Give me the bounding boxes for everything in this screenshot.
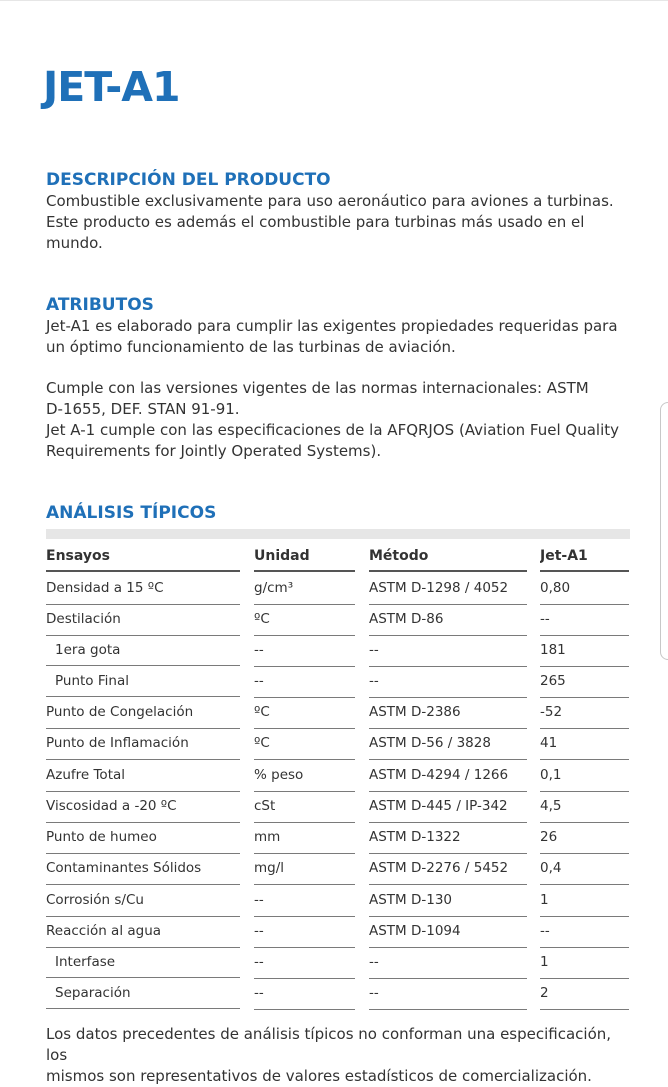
description-text (46, 191, 636, 254)
attributes-line: Jet A-1 cumple con las especificaciones de la AFQRJOS (Aviation Fuel Quality (46, 421, 619, 439)
cell-unidad: ºC (254, 604, 355, 636)
cell-valor: -52 (540, 697, 629, 729)
cell-unidad: -- (254, 947, 355, 979)
cell-metodo: -- (369, 666, 527, 698)
cell-metodo: -- (369, 978, 527, 1010)
cell-valor: -- (540, 604, 629, 636)
footnote-line: Los datos precedentes de análisis típicos no conforman una especificación, los (46, 1025, 612, 1064)
cell-unidad: g/cm³ (254, 573, 355, 605)
attributes-paragraph-1 (46, 316, 636, 358)
cell-unidad: mm (254, 822, 355, 854)
cell-metodo: ASTM D-1298 / 4052 (369, 573, 527, 605)
cell-metodo: ASTM D-130 (369, 885, 527, 917)
attributes-line: Jet-A1 es elaborado para cumplir las exigentes propiedades requeridas para (46, 317, 618, 335)
cell-valor: 0,1 (540, 760, 629, 792)
cell-ensayo: Contaminantes Sólidos (46, 853, 240, 885)
side-panel-handle[interactable] (660, 402, 668, 660)
cell-valor: 181 (540, 635, 629, 667)
cell-metodo: ASTM D-2276 / 5452 (369, 853, 527, 885)
cell-valor: 265 (540, 666, 629, 698)
attributes-line: Cumple con las versiones vigentes de las normas internacionales: ASTM (46, 379, 589, 397)
page-title: JET-A1 (43, 63, 180, 111)
column-header-metodo: Método (369, 541, 527, 572)
cell-ensayo: Punto de humeo (46, 822, 240, 854)
cell-ensayo: Punto de Inflamación (46, 728, 240, 760)
cell-valor: 0,4 (540, 853, 629, 885)
cell-unidad: -- (254, 885, 355, 917)
cell-ensayo: Punto de Congelación (46, 697, 240, 729)
cell-ensayo: 1era gota (46, 635, 240, 666)
description-line: Combustible exclusivamente para uso aeronáutico para aviones a turbinas. (46, 192, 614, 210)
cell-metodo: ASTM D-1094 (369, 916, 527, 948)
cell-unidad: -- (254, 916, 355, 948)
cell-ensayo: Reacción al agua (46, 916, 240, 948)
column-header-ensayos: Ensayos (46, 541, 240, 572)
cell-valor: -- (540, 916, 629, 948)
attributes-line: D-1655, DEF. STAN 91-91. (46, 400, 240, 418)
cell-unidad: -- (254, 666, 355, 698)
column-header-jet-a1: Jet-A1 (540, 541, 629, 572)
cell-metodo: ASTM D-4294 / 1266 (369, 760, 527, 792)
cell-ensayo: Azufre Total (46, 760, 240, 792)
cell-unidad: cSt (254, 791, 355, 823)
cell-unidad: % peso (254, 760, 355, 792)
cell-metodo: ASTM D-1322 (369, 822, 527, 854)
column-header-unidad: Unidad (254, 541, 355, 572)
cell-valor: 41 (540, 728, 629, 760)
cell-metodo: -- (369, 947, 527, 979)
table-top-bar (46, 529, 630, 539)
cell-valor: 1 (540, 947, 629, 979)
cell-metodo: ASTM D-2386 (369, 697, 527, 729)
attributes-line: Requirements for Jointly Operated Systems). (46, 442, 382, 460)
attributes-heading: ATRIBUTOS (46, 295, 154, 315)
cell-valor: 4,5 (540, 791, 629, 823)
attributes-paragraph-2 (46, 378, 636, 462)
footnote-line: mismos son representativos de valores estadísticos de comercialización. (46, 1067, 592, 1085)
cell-unidad: mg/l (254, 853, 355, 885)
cell-ensayo: Destilación (46, 604, 240, 636)
cell-metodo: ASTM D-86 (369, 604, 527, 636)
cell-ensayo: Punto Final (46, 666, 240, 697)
analysis-heading: ANÁLISIS TÍPICOS (46, 503, 217, 523)
cell-unidad: ºC (254, 728, 355, 760)
attributes-line: un óptimo funcionamiento de las turbinas de aviación. (46, 338, 456, 356)
cell-ensayo: Corrosión s/Cu (46, 885, 240, 917)
cell-ensayo: Densidad a 15 ºC (46, 573, 240, 605)
cell-ensayo: Separación (46, 978, 240, 1009)
cell-metodo: -- (369, 635, 527, 667)
cell-unidad: ºC (254, 697, 355, 729)
cell-valor: 2 (540, 978, 629, 1010)
cell-unidad: -- (254, 978, 355, 1010)
cell-valor: 1 (540, 885, 629, 917)
cell-unidad: -- (254, 635, 355, 667)
top-divider (0, 0, 668, 1)
description-line: mundo. (46, 234, 103, 252)
footnote (46, 1024, 636, 1087)
cell-metodo: ASTM D-56 / 3828 (369, 728, 527, 760)
description-heading: DESCRIPCIÓN DEL PRODUCTO (46, 170, 331, 190)
description-line: Este producto es además el combustible para turbinas más usado en el (46, 213, 585, 231)
cell-valor: 26 (540, 822, 629, 854)
cell-metodo: ASTM D-445 / IP-342 (369, 791, 527, 823)
cell-ensayo: Interfase (46, 947, 240, 978)
cell-ensayo: Viscosidad a -20 ºC (46, 791, 240, 823)
cell-valor: 0,80 (540, 573, 629, 605)
